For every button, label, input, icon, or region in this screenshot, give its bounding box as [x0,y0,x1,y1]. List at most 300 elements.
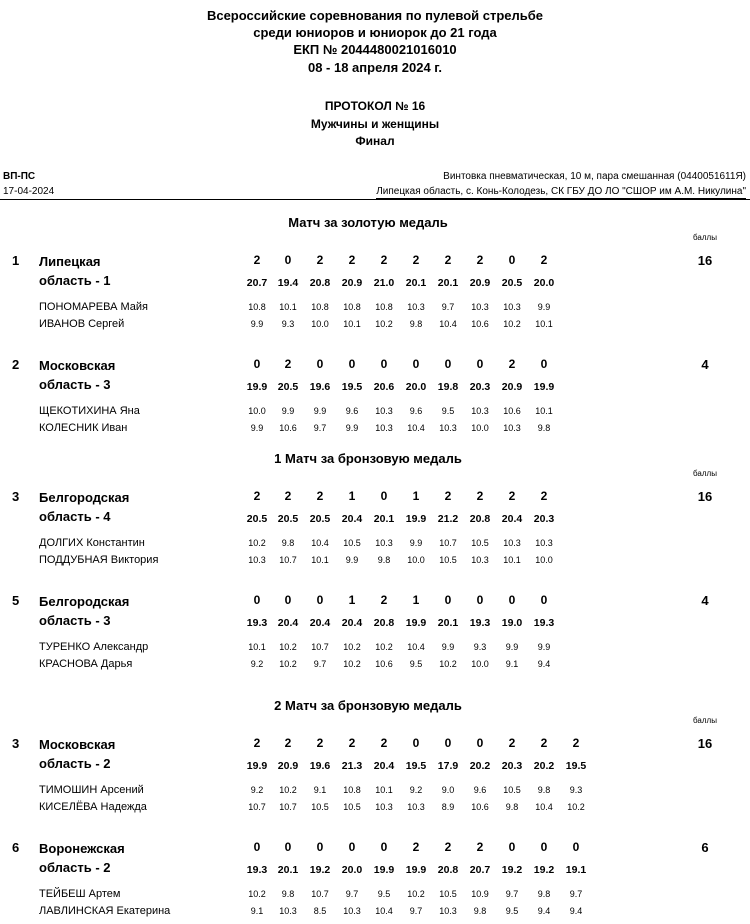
team-name-line-2: область - 2 [39,756,111,771]
shot-score: 9.7 [441,302,455,312]
shot-score: 9.8 [537,423,551,433]
shot-score: 10.2 [343,659,361,669]
shot-score: 10.0 [248,406,266,416]
team-name-line-2: область - 4 [39,509,111,524]
shot-score: 10.5 [439,889,457,899]
shot-score: 10.1 [535,406,553,416]
series-total: 20.8 [373,617,395,629]
series-point: 2 [253,736,261,750]
shot-score: 10.3 [503,423,521,433]
series-total: 21.3 [341,760,363,772]
event-code: ВП-ПС [3,171,36,182]
series-point: 2 [540,253,548,267]
shot-score: 9.5 [409,659,423,669]
shot-score: 10.4 [311,538,329,548]
series-point: 0 [444,357,452,371]
shot-score: 10.3 [439,906,457,916]
points-column-label: баллы [693,469,717,478]
shot-score: 9.7 [313,423,327,433]
series-total: 20.1 [405,277,427,289]
shot-score: 10.3 [503,302,521,312]
shot-score: 9.8 [473,906,487,916]
header-divider [0,199,750,200]
series-total: 20.5 [277,513,299,525]
shot-score: 10.9 [471,889,489,899]
team-rank: 5 [12,593,20,608]
series-total: 19.1 [565,864,587,876]
series-total: 19.9 [533,381,555,393]
athlete-name: ИВАНОВ Сергей [39,318,125,330]
athlete-name: ПОДДУБНАЯ Виктория [39,554,159,566]
series-point: 0 [253,357,261,371]
shot-score: 10.3 [503,538,521,548]
shot-score: 10.0 [535,555,553,565]
shot-score: 9.8 [409,319,423,329]
series-total: 20.3 [533,513,555,525]
shot-score: 10.1 [535,319,553,329]
team-points: 16 [697,253,713,268]
series-point: 0 [508,593,516,607]
shot-score: 10.3 [407,302,425,312]
series-total: 21.0 [373,277,395,289]
shot-score: 9.8 [537,889,551,899]
series-total: 21.2 [437,513,459,525]
series-total: 20.9 [341,277,363,289]
team-rank: 2 [12,357,20,372]
series-total: 20.3 [501,760,523,772]
team-name-line-2: область - 1 [39,273,111,288]
shot-score: 10.4 [375,906,393,916]
series-point: 0 [284,593,292,607]
series-point: 2 [444,253,452,267]
series-total: 20.9 [501,381,523,393]
shot-score: 10.2 [343,642,361,652]
shot-score: 10.1 [375,785,393,795]
shot-score: 10.7 [248,802,266,812]
protocol-stage: Финал [355,134,395,148]
shot-score: 9.5 [505,906,519,916]
team-name-line-1: Московская [39,358,116,373]
shot-score: 10.2 [279,659,297,669]
series-total: 20.5 [246,513,268,525]
shot-score: 9.9 [250,319,264,329]
shot-score: 9.7 [345,889,359,899]
shot-score: 10.7 [311,642,329,652]
series-point: 0 [476,593,484,607]
shot-score: 9.9 [537,642,551,652]
series-total: 19.5 [405,760,427,772]
shot-score: 10.8 [375,302,393,312]
series-total: 19.9 [405,617,427,629]
shot-score: 9.7 [409,906,423,916]
shot-score: 10.4 [439,319,457,329]
series-total: 19.2 [501,864,523,876]
shot-score: 10.3 [535,538,553,548]
shot-score: 10.0 [471,659,489,669]
series-total: 20.1 [373,513,395,525]
shot-score: 9.8 [281,889,295,899]
team-rank: 3 [12,736,20,751]
shot-score: 9.5 [441,406,455,416]
series-point: 0 [380,840,388,854]
series-total: 20.6 [373,381,395,393]
shot-score: 10.7 [279,555,297,565]
event-title-line-1: Всероссийские соревнования по пулевой стрельбе [206,8,544,23]
series-point: 2 [540,736,548,750]
athlete-name: ЩЕКОТИХИНА Яна [39,405,140,417]
series-point: 0 [412,357,420,371]
shot-score: 8.9 [441,802,455,812]
series-total: 20.4 [277,617,299,629]
series-point: 0 [444,736,452,750]
team-rank: 6 [12,840,20,855]
shot-score: 10.4 [407,423,425,433]
series-point: 2 [348,736,356,750]
athlete-name: ДОЛГИХ Константин [39,537,145,549]
team-points: 6 [701,840,709,855]
shot-score: 10.3 [375,802,393,812]
event-title-line-4: 08 - 18 апреля 2024 г. [307,60,443,75]
series-total: 20.1 [277,864,299,876]
series-total: 19.9 [405,864,427,876]
series-point: 2 [476,489,484,503]
series-total: 20.9 [277,760,299,772]
shot-score: 10.2 [279,642,297,652]
series-total: 19.2 [533,864,555,876]
series-total: 20.2 [533,760,555,772]
team-points: 16 [697,736,713,751]
series-point: 0 [284,253,292,267]
series-point: 0 [253,840,261,854]
shot-score: 10.5 [471,538,489,548]
protocol-category: Мужчины и женщины [310,117,440,131]
shot-score: 9.4 [537,659,551,669]
shot-score: 10.6 [471,319,489,329]
match-title: 2 Матч за бронзовую медаль [274,698,462,713]
shot-score: 9.9 [505,642,519,652]
team-name-line-2: область - 2 [39,860,111,875]
shot-score: 9.2 [250,659,264,669]
series-total: 19.6 [309,760,331,772]
series-point: 2 [476,840,484,854]
series-total: 19.9 [246,381,268,393]
shot-score: 10.3 [407,802,425,812]
series-total: 20.4 [373,760,395,772]
shot-score: 10.3 [471,302,489,312]
athlete-name: КРАСНОВА Дарья [39,658,133,670]
series-point: 1 [412,593,420,607]
shot-score: 9.7 [569,889,583,899]
shot-score: 10.8 [343,302,361,312]
event-title-line-3: ЕКП № 2044480021016010 [293,42,457,57]
shot-score: 9.1 [313,785,327,795]
shot-score: 10.8 [311,302,329,312]
match-title: Матч за золотую медаль [288,215,448,230]
shot-score: 10.4 [407,642,425,652]
series-point: 2 [284,489,292,503]
shot-score: 9.8 [377,555,391,565]
shot-score: 9.9 [313,406,327,416]
shot-score: 9.9 [441,642,455,652]
series-point: 0 [284,840,292,854]
series-point: 2 [508,489,516,503]
team-name-line-1: Московская [39,737,116,752]
venue: Липецкая область, с. Конь-Колодезь, СК ГБУ ДО ЛО "СШОР им А.М. Никулина" [376,186,746,197]
shot-score: 9.2 [250,785,264,795]
series-total: 20.8 [309,277,331,289]
shot-score: 9.5 [377,889,391,899]
series-point: 0 [444,593,452,607]
series-total: 20.5 [277,381,299,393]
series-point: 0 [540,840,548,854]
shot-score: 10.2 [248,889,266,899]
shot-score: 9.6 [345,406,359,416]
shot-score: 9.4 [537,906,551,916]
shot-score: 10.7 [439,538,457,548]
series-total: 19.4 [277,277,299,289]
series-total: 20.4 [341,513,363,525]
series-point: 2 [380,593,388,607]
series-point: 2 [253,489,261,503]
shot-score: 9.7 [505,889,519,899]
shot-score: 10.5 [311,802,329,812]
shot-score: 10.5 [343,538,361,548]
shot-score: 9.8 [505,802,519,812]
shot-score: 10.2 [407,889,425,899]
series-total: 19.5 [341,381,363,393]
series-point: 0 [540,593,548,607]
athlete-name: ТИМОШИН Арсений [39,784,144,796]
series-total: 20.3 [469,381,491,393]
shot-score: 10.1 [503,555,521,565]
event-title-line-2: среди юниоров и юниорок до 21 года [253,25,497,40]
shot-score: 10.7 [279,802,297,812]
shot-score: 10.3 [471,555,489,565]
shot-score: 10.1 [343,319,361,329]
series-total: 19.9 [246,760,268,772]
shot-score: 10.8 [343,785,361,795]
team-name-line-1: Липецкая [39,254,101,269]
shot-score: 10.2 [375,642,393,652]
series-point: 2 [348,253,356,267]
series-total: 20.5 [501,277,523,289]
shot-score: 9.8 [281,538,295,548]
shot-score: 9.0 [441,785,455,795]
series-total: 20.7 [246,277,268,289]
series-point: 0 [572,840,580,854]
athlete-name: ТУРЕНКО Александр [39,641,149,653]
series-point: 0 [540,357,548,371]
series-total: 19.3 [469,617,491,629]
series-total: 19.3 [246,617,268,629]
team-name-line-2: область - 3 [39,377,111,392]
team-points: 16 [697,489,713,504]
protocol-title: ПРОТОКОЛ № 16 [324,99,426,113]
shot-score: 10.3 [279,906,297,916]
series-total: 19.9 [405,513,427,525]
shot-score: 10.1 [248,642,266,652]
series-total: 20.8 [469,513,491,525]
athlete-name: ЛАВЛИНСКАЯ Екатерина [39,905,171,917]
series-point: 2 [476,253,484,267]
series-total: 20.1 [437,277,459,289]
series-point: 0 [380,357,388,371]
series-point: 2 [444,840,452,854]
shot-score: 9.9 [537,302,551,312]
series-point: 2 [253,253,261,267]
discipline: Винтовка пневматическая, 10 м, пара смешанная (0440051611Я) [443,171,746,182]
series-total: 19.3 [246,864,268,876]
series-point: 2 [316,253,324,267]
shot-score: 10.7 [311,889,329,899]
series-point: 2 [316,736,324,750]
shot-score: 10.3 [439,423,457,433]
shot-score: 9.1 [505,659,519,669]
series-point: 0 [508,253,516,267]
series-point: 0 [508,840,516,854]
athlete-name: КИСЕЛЁВА Надежда [39,801,147,813]
series-point: 0 [380,489,388,503]
shot-score: 10.1 [279,302,297,312]
series-point: 2 [540,489,548,503]
series-total: 20.4 [309,617,331,629]
series-total: 17.9 [437,760,459,772]
team-name-line-1: Воронежская [39,841,125,856]
series-total: 19.8 [437,381,459,393]
series-total: 19.5 [565,760,587,772]
shot-score: 9.9 [345,423,359,433]
shot-score: 9.1 [250,906,264,916]
shot-score: 9.3 [569,785,583,795]
shot-score: 10.2 [279,785,297,795]
shot-score: 9.6 [473,785,487,795]
shot-score: 10.2 [439,659,457,669]
shot-score: 9.7 [313,659,327,669]
shot-score: 10.1 [311,555,329,565]
shot-score: 10.3 [248,555,266,565]
series-point: 0 [316,840,324,854]
series-total: 20.1 [437,617,459,629]
shot-score: 10.8 [248,302,266,312]
series-point: 2 [284,736,292,750]
shot-score: 9.3 [281,319,295,329]
shot-score: 10.5 [503,785,521,795]
shot-score: 10.2 [567,802,585,812]
shot-score: 10.5 [343,802,361,812]
series-point: 1 [348,489,356,503]
series-point: 0 [412,736,420,750]
shot-score: 10.6 [279,423,297,433]
series-total: 20.0 [341,864,363,876]
shot-score: 10.3 [343,906,361,916]
shot-score: 10.2 [375,319,393,329]
series-point: 0 [316,357,324,371]
series-point: 1 [348,593,356,607]
series-total: 19.6 [309,381,331,393]
shot-score: 9.9 [409,538,423,548]
series-total: 20.9 [469,277,491,289]
series-total: 20.7 [469,864,491,876]
series-point: 2 [412,840,420,854]
series-total: 20.4 [501,513,523,525]
shot-score: 10.3 [375,406,393,416]
shot-score: 10.5 [439,555,457,565]
series-point: 2 [444,489,452,503]
shot-score: 10.3 [375,538,393,548]
team-points: 4 [701,357,709,372]
series-point: 2 [508,357,516,371]
athlete-name: КОЛЕСНИК Иван [39,422,128,434]
team-points: 4 [701,593,709,608]
team-name-line-1: Белгородская [39,594,130,609]
shot-score: 10.0 [311,319,329,329]
shot-score: 9.8 [537,785,551,795]
shot-score: 9.6 [409,406,423,416]
points-column-label: баллы [693,716,717,725]
series-total: 20.4 [341,617,363,629]
shot-score: 9.3 [473,642,487,652]
series-point: 0 [316,593,324,607]
shot-score: 10.0 [471,423,489,433]
series-point: 2 [380,736,388,750]
shot-score: 10.6 [471,802,489,812]
series-point: 1 [412,489,420,503]
athlete-name: ПОНОМАРЕВА Майя [39,301,149,313]
shot-score: 9.9 [250,423,264,433]
series-total: 20.2 [469,760,491,772]
team-rank: 3 [12,489,20,504]
series-total: 19.9 [373,864,395,876]
series-point: 2 [572,736,580,750]
event-date: 17-04-2024 [3,186,55,197]
shot-score: 10.6 [503,406,521,416]
series-total: 20.0 [533,277,555,289]
shot-score: 10.2 [248,538,266,548]
points-column-label: баллы [693,233,717,242]
shot-score: 10.2 [503,319,521,329]
series-point: 0 [476,357,484,371]
shot-score: 9.9 [345,555,359,565]
shot-score: 10.3 [471,406,489,416]
team-name-line-2: область - 3 [39,613,111,628]
series-total: 20.5 [309,513,331,525]
shot-score: 9.2 [409,785,423,795]
series-point: 2 [284,357,292,371]
team-name-line-1: Белгородская [39,490,130,505]
series-point: 0 [348,357,356,371]
series-point: 2 [412,253,420,267]
series-point: 2 [380,253,388,267]
series-total: 19.0 [501,617,523,629]
shot-score: 9.9 [281,406,295,416]
shot-score: 10.6 [375,659,393,669]
shot-score: 10.3 [375,423,393,433]
series-total: 19.2 [309,864,331,876]
series-total: 20.0 [405,381,427,393]
series-point: 0 [348,840,356,854]
series-point: 2 [316,489,324,503]
shot-score: 9.4 [569,906,583,916]
match-title: 1 Матч за бронзовую медаль [274,451,462,466]
series-total: 20.8 [437,864,459,876]
series-total: 19.3 [533,617,555,629]
shot-score: 8.5 [313,906,327,916]
series-point: 2 [508,736,516,750]
shot-score: 10.0 [407,555,425,565]
shot-score: 10.4 [535,802,553,812]
team-rank: 1 [12,253,20,268]
athlete-name: ТЕЙБЕШ Артем [39,888,121,900]
